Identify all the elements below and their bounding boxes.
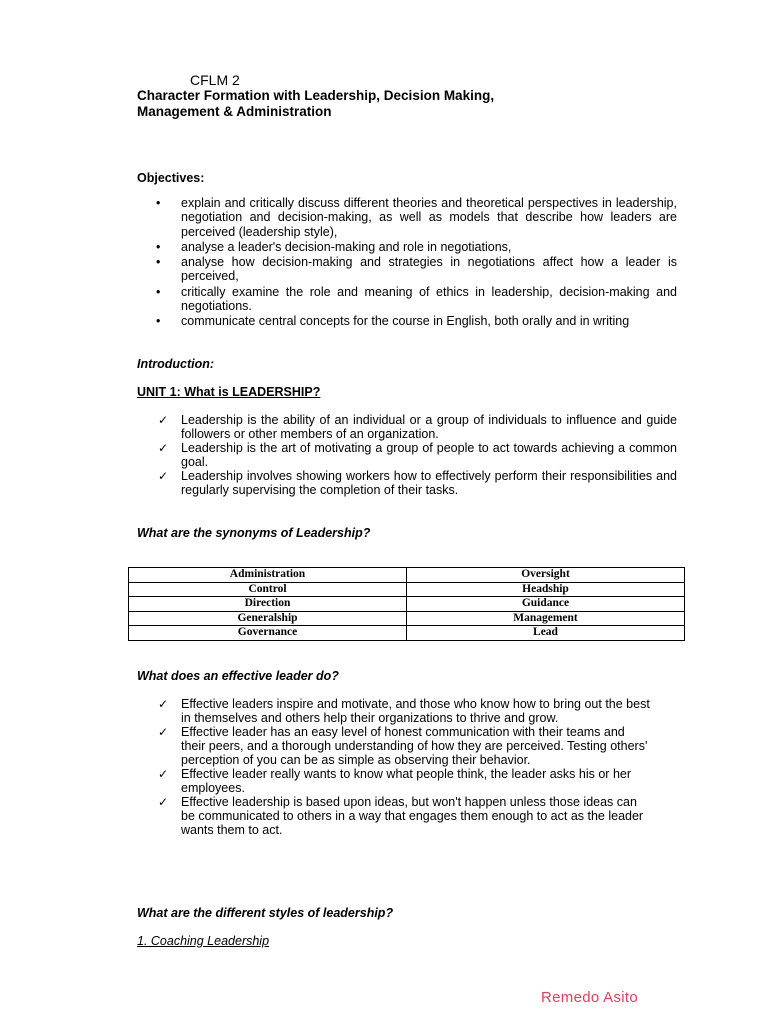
bullet-icon: • <box>156 284 161 299</box>
list-item: ✓ Leadership involves showing workers how to effectively perform their responsibilities and regularly supervising the completion of their tasks. <box>158 469 677 497</box>
author-signature: Remedo Asito <box>541 989 638 1006</box>
checkmark-icon: ✓ <box>158 725 169 739</box>
bullet-icon: • <box>156 314 161 329</box>
objective-item: • analyse a leader's decision-making and role in negotiations, <box>156 239 512 254</box>
objectives-list <box>137 196 677 330</box>
table-cell: Control <box>129 582 407 597</box>
objective-item: • communicate central concepts for the course in English, both orally and in writing <box>156 314 630 329</box>
introduction-heading: Introduction: <box>137 357 215 371</box>
table-row <box>129 582 685 597</box>
course-code: CFLM 2 <box>190 72 240 88</box>
unit1-heading: UNIT 1: What is LEADERSHIP? <box>137 385 321 399</box>
checkmark-icon: ✓ <box>158 767 169 781</box>
table-cell: Generalship <box>129 611 407 626</box>
objective-item: • critically examine the role and meaning of ethics in leadership, decision-making and negotiations. <box>156 284 677 314</box>
table-row <box>129 568 685 583</box>
course-title-line-1: Character Formation with Leadership, Decision Making, <box>137 88 495 103</box>
leadership-definitions-list <box>137 413 677 497</box>
list-item: ✓ Leadership is the art of motivating a group of people to act towards achieving a common goal. <box>158 441 677 469</box>
course-title <box>137 88 607 120</box>
coaching-leadership-subheading: 1. Coaching Leadership <box>137 934 270 948</box>
list-item: ✓ Leadership is the ability of an individual or a group of individuals to influence and guide followers or other members of an organization. <box>158 413 677 441</box>
table-cell: Administration <box>129 568 407 583</box>
bullet-icon: • <box>156 255 161 270</box>
objectives-heading: Objectives: <box>137 171 205 185</box>
synonyms-table <box>128 567 685 641</box>
course-title-line-2: Management & Administration <box>137 104 332 119</box>
checkmark-icon: ✓ <box>158 413 169 427</box>
objective-item: • analyse how decision-making and strategies in negotiations affect how a leader is perceived, <box>156 255 677 284</box>
table-cell: Direction <box>129 597 407 612</box>
checkmark-icon: ✓ <box>158 469 169 483</box>
synonyms-heading: What are the synonyms of Leadership? <box>137 526 371 540</box>
effective-leader-heading: What does an effective leader do? <box>137 669 339 683</box>
table-cell: Headship <box>407 582 685 597</box>
bullet-icon: • <box>156 239 161 254</box>
table-cell: Management <box>407 611 685 626</box>
table-row <box>129 611 685 626</box>
list-item: ✓ Effective leadership is based upon ideas, but won't happen unless those ideas can be communicated to others in a way that engages them enough to act as the leader wants them to act. <box>158 795 644 837</box>
list-item: ✓ Effective leader has an easy level of honest communication with their teams and their peers, and a thorough understanding of how they are perceived. Testing others' perception of you can be as simple as observing their behavior. <box>158 725 648 767</box>
bullet-icon: • <box>156 196 161 210</box>
table-cell: Governance <box>129 626 407 641</box>
table-row <box>129 597 685 612</box>
checkmark-icon: ✓ <box>158 441 169 455</box>
table-cell: Oversight <box>407 568 685 583</box>
checkmark-icon: ✓ <box>158 795 169 809</box>
styles-heading: What are the different styles of leadership? <box>137 906 394 920</box>
objective-item: • explain and critically discuss different theories and theoretical perspectives in leadership, negotiation and decision-making, as well as models that describe how leaders are perceived (leadership style), <box>156 196 677 239</box>
list-item: ✓ Effective leaders inspire and motivate, and those who know how to bring out the best in themselves and others help their organizations to thrive and grow. <box>158 697 650 725</box>
table-cell: Lead <box>407 626 685 641</box>
effective-leader-list <box>137 697 652 837</box>
table-cell: Guidance <box>407 597 685 612</box>
table-row <box>129 626 685 641</box>
checkmark-icon: ✓ <box>158 697 169 711</box>
list-item: ✓ Effective leader really wants to know what people think, the leader asks his or her employees. <box>158 767 632 795</box>
